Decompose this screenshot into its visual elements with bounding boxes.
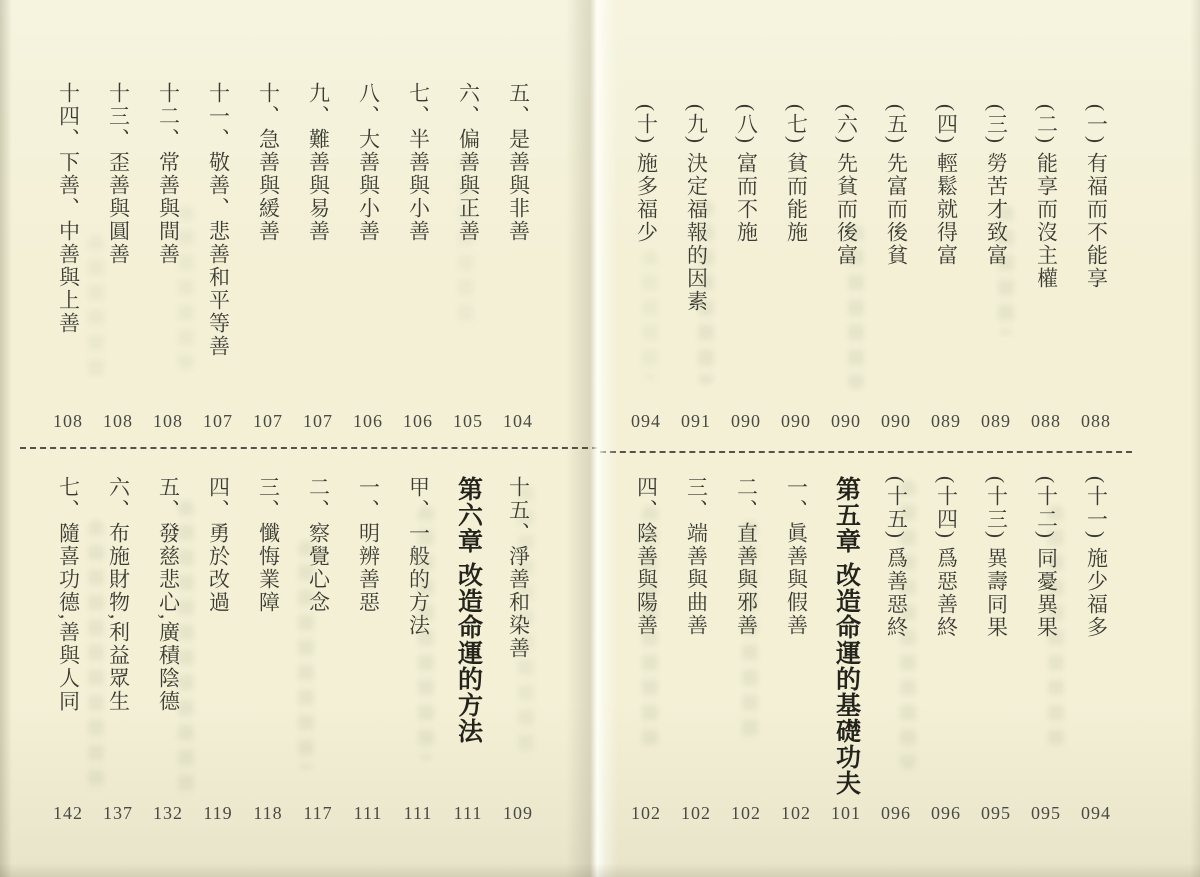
toc-entry-text: (七) 貧而能施 xyxy=(784,104,809,245)
toc-entry-page: 102 xyxy=(781,803,811,823)
toc-entry xyxy=(193,476,243,824)
toc-entry-page: 118 xyxy=(253,803,283,823)
toc-entry-page: 108 xyxy=(53,411,83,431)
toc-entry xyxy=(871,476,921,824)
toc-entry-page: 089 xyxy=(981,411,1011,431)
toc-entry-text: 五、發慈悲心,廣積陰德 xyxy=(156,476,181,714)
toc-entry xyxy=(1071,104,1121,432)
toc-entry-page: 090 xyxy=(881,411,911,431)
toc-entry xyxy=(493,82,543,432)
toc-entry-text: 十二、常善與間善 xyxy=(156,82,181,266)
toc-entry xyxy=(443,82,493,432)
toc-entry xyxy=(671,476,721,824)
chapter-heading-ch5 xyxy=(821,476,871,824)
toc-entry-page: 094 xyxy=(631,411,661,431)
toc-entry-page: 096 xyxy=(881,803,911,823)
toc-entry xyxy=(393,82,443,432)
toc-entry xyxy=(971,104,1021,432)
toc-entry-page: 107 xyxy=(253,411,283,431)
toc-entry-page: 107 xyxy=(203,411,233,431)
toc-entry-text: 四、陰善與陽善 xyxy=(634,476,659,637)
chapter-heading-ch6 xyxy=(443,476,493,824)
toc-entry-page: 095 xyxy=(1031,803,1061,823)
toc-entry xyxy=(921,476,971,824)
toc-entry-page: 101 xyxy=(831,803,861,823)
toc-entry-page: 088 xyxy=(1031,411,1061,431)
toc-entry-text: (八) 富而不施 xyxy=(734,104,759,245)
toc-entry-text: (十五) 爲善惡終 xyxy=(884,476,909,640)
left-page-bottom-section xyxy=(43,476,543,824)
toc-entry-text: 六、偏善與正善 xyxy=(456,82,481,243)
left-page-top-section xyxy=(43,82,543,432)
toc-entry-page: 090 xyxy=(781,411,811,431)
toc-entry-text: 八、大善與小善 xyxy=(356,82,381,243)
toc-entry-page: 117 xyxy=(303,803,333,823)
toc-entry-text: 五、是善與非善 xyxy=(506,82,531,243)
toc-entry xyxy=(871,104,921,432)
right-page-top-section xyxy=(621,104,1121,432)
toc-entry xyxy=(293,82,343,432)
toc-entry-page: 088 xyxy=(1081,411,1111,431)
section-divider-right xyxy=(600,451,1132,453)
toc-entry xyxy=(143,476,193,824)
toc-entry-page: 108 xyxy=(103,411,133,431)
toc-entry-page: 090 xyxy=(831,411,861,431)
toc-entry xyxy=(143,82,193,432)
toc-entry-page: 106 xyxy=(403,411,433,431)
toc-entry xyxy=(721,104,771,432)
toc-entry xyxy=(621,476,671,824)
toc-entry-text: 十、急善與緩善 xyxy=(256,82,281,243)
toc-entry xyxy=(393,476,443,824)
toc-entry-text: (三) 勞苦才致富 xyxy=(984,104,1009,268)
toc-entry-page: 089 xyxy=(931,411,961,431)
toc-entry-text: 甲、一般的方法 xyxy=(406,476,431,637)
toc-entry-page: 104 xyxy=(503,411,533,431)
toc-entry-text: 三、端善與曲善 xyxy=(684,476,709,637)
toc-entry-page: 137 xyxy=(103,803,133,823)
toc-entry xyxy=(671,104,721,432)
toc-entry-text: 四、勇於改過 xyxy=(206,476,231,614)
toc-entry-text: 一、眞善與假善 xyxy=(784,476,809,637)
toc-entry xyxy=(43,82,93,432)
toc-entry-text: 三、懺悔業障 xyxy=(256,476,281,614)
toc-entry-page: 096 xyxy=(931,803,961,823)
page-edge-bottom xyxy=(0,863,1200,877)
toc-entry-page: 107 xyxy=(303,411,333,431)
toc-entry-text: (十三) 異壽同果 xyxy=(984,476,1009,640)
toc-entry xyxy=(1021,476,1071,824)
toc-entry-text: 十四、下善、中善與上善 xyxy=(56,82,81,335)
section-divider-left xyxy=(20,447,598,449)
toc-entry-text: (十) 施多福少 xyxy=(634,104,659,245)
toc-entry xyxy=(193,82,243,432)
toc-entry-text: (六) 先貧而後富 xyxy=(834,104,859,268)
toc-entry xyxy=(343,476,393,824)
toc-entry xyxy=(93,476,143,824)
toc-entry-text: (十二) 同憂異果 xyxy=(1034,476,1059,640)
toc-entry-page: 109 xyxy=(503,803,533,823)
toc-entry xyxy=(93,82,143,432)
toc-entry-page: 108 xyxy=(153,411,183,431)
toc-entry-page: 111 xyxy=(453,803,483,823)
chapter-heading-text: 第五章 改造命運的基礎功夫 xyxy=(832,476,861,796)
toc-entry xyxy=(43,476,93,824)
toc-entry-page: 102 xyxy=(631,803,661,823)
toc-entry-page: 105 xyxy=(453,411,483,431)
toc-entry-text: 一、明辨善惡 xyxy=(356,476,381,614)
toc-entry-text: (十四) 爲惡善終 xyxy=(934,476,959,640)
toc-entry-text: 十五、淨善和染善 xyxy=(506,476,531,660)
toc-entry-text: (五) 先富而後貧 xyxy=(884,104,909,268)
toc-entry-page: 111 xyxy=(353,803,383,823)
right-page-bottom-section xyxy=(621,476,1121,824)
toc-entry-text: (十一) 施少福多 xyxy=(1084,476,1109,640)
toc-entry-page: 119 xyxy=(203,803,233,823)
page-gutter-fold xyxy=(566,0,618,877)
toc-entry-text: 二、察覺心念 xyxy=(306,476,331,614)
toc-entry-page: 111 xyxy=(403,803,433,823)
toc-entry xyxy=(243,476,293,824)
toc-entry xyxy=(771,104,821,432)
toc-entry xyxy=(721,476,771,824)
toc-entry xyxy=(1021,104,1071,432)
toc-entry xyxy=(293,476,343,824)
toc-entry-page: 106 xyxy=(353,411,383,431)
page-edge-right xyxy=(1190,0,1200,877)
toc-entry-page: 094 xyxy=(1081,803,1111,823)
toc-entry xyxy=(821,104,871,432)
toc-entry-text: 二、直善與邪善 xyxy=(734,476,759,637)
chapter-heading-text: 第六章 改造命運的方法 xyxy=(454,476,483,744)
toc-entry-text: 十三、歪善與圓善 xyxy=(106,82,131,266)
toc-entry xyxy=(621,104,671,432)
toc-entry-page: 102 xyxy=(731,803,761,823)
toc-entry-text: 七、隨喜功德,善與人同 xyxy=(56,476,81,714)
toc-entry-text: (一) 有福而不能享 xyxy=(1084,104,1109,291)
toc-entry-text: 十一、敬善、悲善和平等善 xyxy=(206,82,231,358)
toc-entry-page: 091 xyxy=(681,411,711,431)
toc-entry-text: 七、半善與小善 xyxy=(406,82,431,243)
toc-entry xyxy=(971,476,1021,824)
toc-entry-page: 090 xyxy=(731,411,761,431)
toc-entry-page: 142 xyxy=(53,803,83,823)
toc-entry xyxy=(771,476,821,824)
toc-entry xyxy=(921,104,971,432)
toc-entry xyxy=(243,82,293,432)
page-edge-left xyxy=(0,0,12,877)
toc-entry-text: (二) 能享而沒主權 xyxy=(1034,104,1059,291)
toc-entry xyxy=(1071,476,1121,824)
toc-entry-page: 095 xyxy=(981,803,1011,823)
toc-entry xyxy=(343,82,393,432)
toc-entry-page: 132 xyxy=(153,803,183,823)
toc-entry-page: 102 xyxy=(681,803,711,823)
toc-entry-text: 六、布施財物,利益眾生 xyxy=(106,476,131,714)
toc-entry xyxy=(493,476,543,824)
toc-entry-text: 九、難善與易善 xyxy=(306,82,331,243)
toc-entry-text: (四) 輕鬆就得富 xyxy=(934,104,959,268)
toc-entry-text: (九) 決定福報的因素 xyxy=(684,104,709,314)
